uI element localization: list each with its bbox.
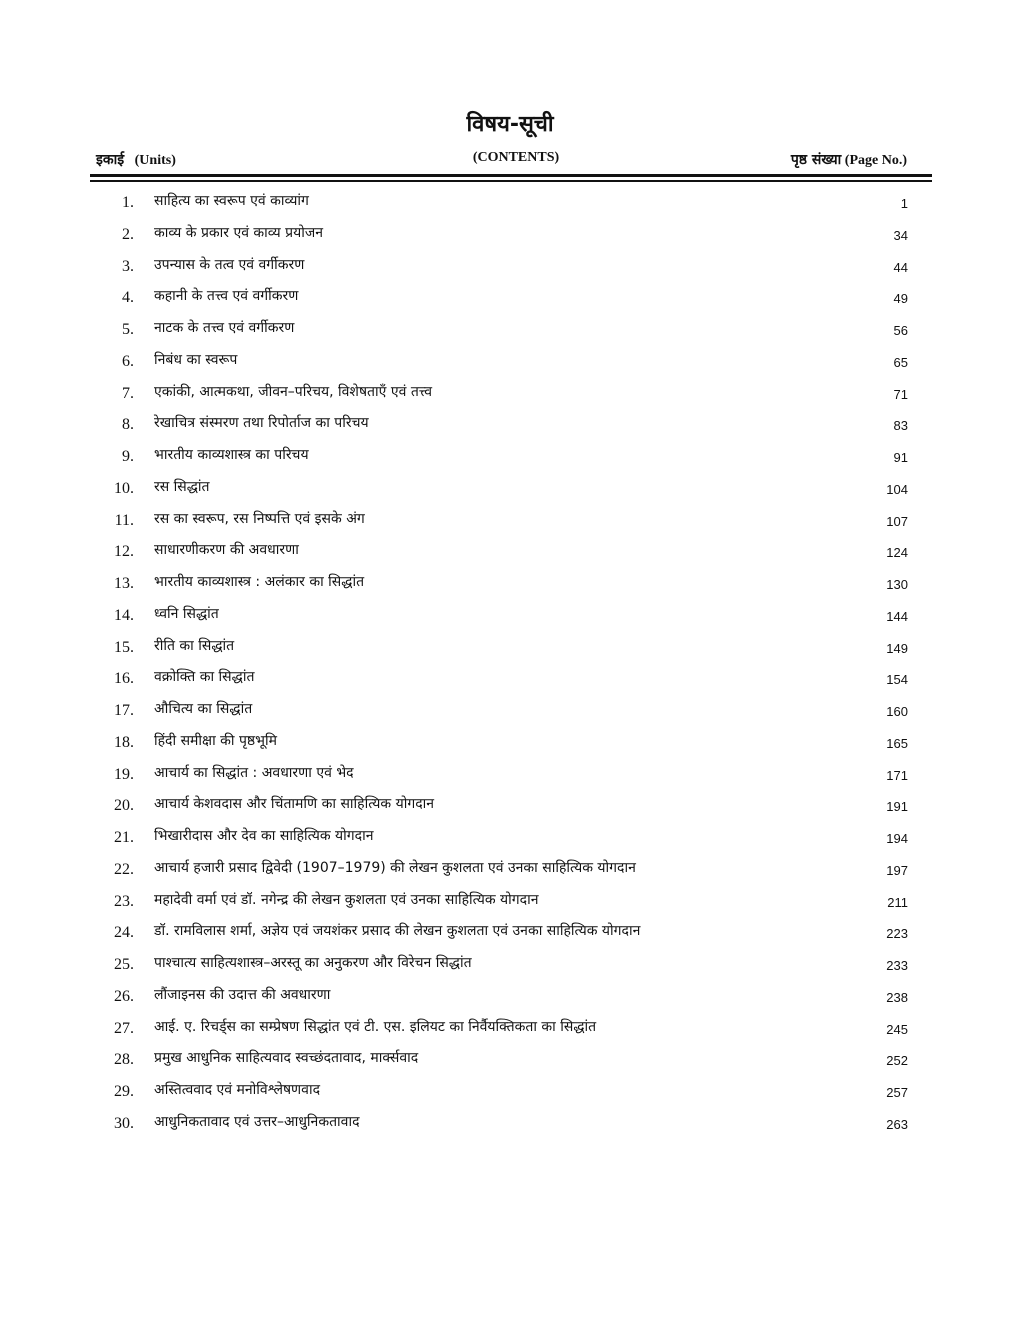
contents-entry[interactable]	[0, 410, 1020, 442]
header-rule-thin	[90, 180, 932, 182]
contents-entry[interactable]	[0, 379, 1020, 411]
page-number: 34	[893, 227, 908, 243]
page-number: 149	[886, 640, 908, 656]
contents-entry[interactable]	[0, 474, 1020, 506]
unit-title: प्रमुख आधुनिक साहित्यवाद स्वच्छंदतावाद, मार्क्सवाद	[154, 1050, 419, 1067]
page-number: 49	[893, 291, 908, 307]
page-number: 263	[886, 1116, 908, 1132]
unit-title: रस का स्वरूप, रस निष्पत्ति एवं इसके अंग	[154, 510, 365, 527]
page-number: 252	[886, 1053, 908, 1069]
unit-number: 19.	[114, 765, 134, 783]
contents-entry[interactable]	[0, 728, 1020, 760]
unit-title: रस सिद्धांत	[154, 478, 210, 495]
unit-number: 4.	[122, 289, 134, 307]
unit-title: आचार्य का सिद्धांत : अवधारणा एवं भेद	[154, 764, 354, 781]
unit-title: साधारणीकरण की अवधारणा	[154, 542, 299, 559]
unit-number: 15.	[114, 638, 134, 656]
unit-number: 22.	[114, 860, 134, 878]
unit-number: 9.	[122, 448, 134, 465]
page-number: 211	[887, 894, 908, 910]
unit-number: 2.	[122, 225, 134, 243]
unit-title: उपन्यास के तत्व एवं वर्गीकरण	[154, 256, 305, 273]
page-number: 257	[886, 1085, 908, 1100]
unit-number: 11.	[114, 511, 134, 529]
unit-number: 3.	[122, 257, 134, 275]
contents-entry[interactable]	[0, 950, 1020, 982]
unit-number: 26.	[114, 987, 134, 1005]
unit-number: 21.	[114, 829, 134, 846]
contents-column-header: (CONTENTS)	[472, 150, 560, 165]
contents-entry[interactable]	[0, 664, 1020, 696]
page-number: 191	[886, 799, 908, 815]
unit-title: अस्तित्ववाद एवं मनोविश्लेषणवाद	[154, 1082, 321, 1098]
unit-title: ध्वनि सिद्धांत	[154, 605, 219, 622]
page-no-label-hindi: पृष्ठ संख्या	[790, 152, 842, 168]
unit-number: 8.	[122, 416, 134, 434]
page-number: 83	[893, 418, 908, 434]
contents-entry[interactable]	[0, 442, 1020, 474]
contents-entry[interactable]	[0, 760, 1020, 792]
contents-entry[interactable]	[0, 887, 1020, 919]
page-number: 197	[886, 862, 908, 878]
page-no-column-header	[791, 150, 907, 169]
unit-title: हिंदी समीक्षा की पृष्ठभूमि	[154, 732, 278, 749]
unit-title: कहानी के तत्त्व एवं वर्गीकरण	[154, 288, 299, 305]
unit-title: एकांकी, आत्मकथा, जीवन–परिचय, विशेषताएँ एवं तत्त्व	[154, 383, 432, 400]
page-number: 165	[886, 735, 908, 751]
contents-entry[interactable]	[0, 569, 1020, 601]
unit-title: रीति का सिद्धांत	[154, 637, 235, 654]
page-number: 65	[893, 354, 908, 370]
contents-entry[interactable]	[0, 982, 1020, 1014]
contents-entry[interactable]	[0, 696, 1020, 728]
contents-entry[interactable]	[0, 791, 1020, 823]
unit-number: 30.	[114, 1114, 134, 1132]
unit-title: निबंध का स्वरूप	[154, 351, 238, 368]
page-number: 124	[886, 545, 908, 561]
unit-title: डॉ. रामविलास शर्मा, अज्ञेय एवं जयशंकर प्रसाद की लेखन कुशलता एवं उनका साहित्यिक योगदान	[154, 923, 641, 940]
unit-title: साहित्य का स्वरूप एवं काव्यांग	[154, 193, 309, 209]
unit-title: भिखारीदास और देव का साहित्यिक योगदान	[154, 828, 374, 844]
contents-entry[interactable]	[0, 601, 1020, 633]
unit-number: 12.	[114, 543, 134, 561]
unit-number: 20.	[114, 797, 134, 815]
contents-entry[interactable]	[0, 537, 1020, 569]
unit-title: औचित्य का सिद्धांत	[154, 701, 253, 717]
unit-title: वक्रोक्ति का सिद्धांत	[154, 669, 255, 686]
unit-number: 10.	[114, 479, 134, 497]
contents-entry[interactable]	[0, 188, 1020, 220]
unit-number: 18.	[114, 733, 134, 751]
page-number: 223	[886, 926, 908, 942]
unit-number: 13.	[114, 575, 134, 592]
unit-title: नाटक के तत्त्व एवं वर्गीकरण	[154, 320, 295, 336]
unit-number: 25.	[114, 956, 134, 973]
contents-entry[interactable]	[0, 1014, 1020, 1046]
page-number: 245	[886, 1021, 908, 1037]
unit-title: भारतीय काव्यशास्त्र : अलंकार का सिद्धांत	[154, 574, 365, 590]
contents-entry[interactable]	[0, 506, 1020, 538]
unit-number: 17.	[114, 702, 134, 719]
header-rule-thick	[90, 174, 932, 177]
unit-title: भारतीय काव्यशास्त्र का परिचय	[154, 447, 309, 463]
contents-entry[interactable]	[0, 252, 1020, 284]
contents-entry[interactable]	[0, 1077, 1020, 1109]
contents-entry[interactable]	[0, 220, 1020, 252]
page-number: 91	[893, 450, 908, 465]
page-number: 233	[886, 958, 908, 973]
contents-entry[interactable]	[0, 1045, 1020, 1077]
unit-number: 29.	[114, 1083, 134, 1100]
unit-title: आई. ए. रिचर्ड्स का सम्प्रेषण सिद्धांत एवं टी. एस. इलियट का निर्वैयक्तिकता का सिद्धांत	[154, 1018, 597, 1035]
contents-entry[interactable]	[0, 347, 1020, 379]
units-label-hindi: इकाई	[96, 152, 125, 168]
units-label-english: (Units)	[134, 153, 176, 168]
unit-number: 24.	[114, 924, 134, 942]
page-number: 144	[886, 608, 908, 624]
page-number: 71	[893, 386, 908, 402]
page-number: 130	[886, 577, 908, 592]
contents-entry[interactable]	[0, 823, 1020, 855]
unit-title: पाश्चात्य साहित्यशास्त्र–अरस्तू का अनुकरण और विरेचन सिद्धांत	[154, 955, 472, 971]
contents-list	[0, 188, 1020, 1141]
page-number: 154	[886, 672, 908, 688]
page-number: 1	[900, 196, 908, 211]
unit-title: आचार्य केशवदास और चिंतामणि का साहित्यिक योगदान	[154, 796, 435, 813]
unit-title: रेखाचित्र संस्मरण तथा रिपोर्ताज का परिचय	[154, 415, 369, 432]
contents-entry[interactable]	[0, 918, 1020, 950]
page-number: 44	[893, 259, 908, 275]
page-number: 238	[886, 989, 908, 1005]
page-number: 56	[893, 323, 908, 338]
page-number: 107	[886, 513, 908, 529]
unit-number: 16.	[114, 670, 134, 688]
contents-entry[interactable]	[0, 855, 1020, 887]
unit-number: 27.	[114, 1019, 134, 1037]
unit-number: 23.	[114, 892, 134, 910]
page-number: 171	[886, 767, 908, 783]
unit-number: 7.	[122, 384, 134, 402]
unit-title: आधुनिकतावाद एवं उत्तर–आधुनिकतावाद	[154, 1113, 360, 1130]
page-number: 104	[886, 481, 908, 497]
page-no-label-english: (Page No.)	[844, 153, 907, 168]
contents-entry[interactable]	[0, 315, 1020, 347]
unit-title: आचार्य हजारी प्रसाद द्विवेदी (1907–1979) की लेखन कुशलता एवं उनका साहित्यिक योगदान	[154, 859, 636, 876]
page-title: विषय-सूची	[466, 112, 554, 137]
contents-entry[interactable]	[0, 1109, 1020, 1141]
unit-number: 28.	[114, 1051, 134, 1069]
contents-entry[interactable]	[0, 633, 1020, 665]
page-number: 194	[886, 831, 908, 846]
contents-entry[interactable]	[0, 283, 1020, 315]
unit-title: काव्य के प्रकार एवं काव्य प्रयोजन	[154, 224, 324, 241]
unit-title: लौंजाइनस की उदात्त की अवधारणा	[154, 986, 331, 1003]
page-number: 160	[886, 704, 908, 719]
unit-number: 14.	[114, 606, 134, 624]
unit-number: 5.	[122, 321, 134, 338]
unit-number: 6.	[122, 352, 134, 370]
unit-title: महादेवी वर्मा एवं डॉ. नगेन्द्र की लेखन कुशलता एवं उनका साहित्यिक योगदान	[154, 891, 539, 908]
unit-number: 1.	[122, 194, 134, 211]
